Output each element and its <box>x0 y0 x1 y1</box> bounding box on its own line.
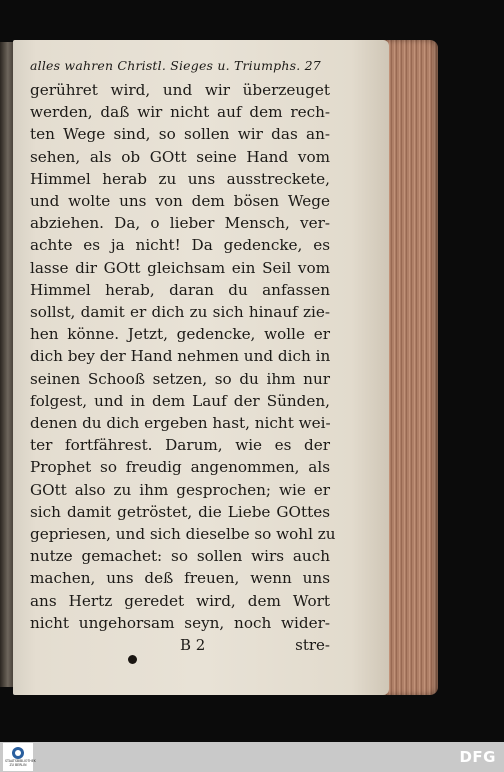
text-line: gepriesen, und sich dieselbe so wohl zu <box>30 525 336 544</box>
library-logo-icon <box>12 747 24 759</box>
text-line: denen du dich ergeben hast, nicht wei- <box>30 414 331 433</box>
text-line: dich bey der Hand nehmen und dich in <box>30 347 331 366</box>
library-logo[interactable] <box>3 743 36 771</box>
text-line: Himmel herab zu uns ausstreckete, <box>30 169 330 188</box>
text-line: abziehen. Da, o lieber Mensch, ver- <box>30 214 330 233</box>
text-line: gerühret wird, und wir überzeuget <box>30 81 330 99</box>
text-line: machen, uns deß freuen, wenn uns <box>30 569 330 588</box>
text-line: sich damit getröstet, die Liebe GOttes <box>30 502 330 521</box>
text-line: sollst, damit er dich zu sich hinauf zie- <box>30 303 330 322</box>
signature-mark: B 2 <box>180 636 206 655</box>
text-line: sehen, als ob GOtt seine Hand vom <box>30 147 330 166</box>
text-line: ans Hertz geredet wird, dem Wort <box>30 591 330 610</box>
ink-blot <box>128 655 137 664</box>
text-line: Prophet so freudig angenommen, als <box>30 458 330 477</box>
text-line: GOtt also zu ihm gesprochen; wie er <box>30 480 330 499</box>
text-line: hen könne. Jetzt, gedencke, wolle er <box>30 325 330 344</box>
text-line: und wolte uns von dem bösen Wege <box>30 192 330 211</box>
dfg-logo[interactable]: DFG <box>459 748 496 766</box>
text-line: werden, daß wir nicht auf dem rech- <box>30 103 330 122</box>
viewer-bottom-bar <box>0 742 504 772</box>
text-line: nicht ungehorsam seyn, noch wider- <box>30 613 330 632</box>
running-head: alles wahren Christl. Sieges u. Triumphs. 27 <box>30 58 321 73</box>
text-line: folgest, und in dem Lauf der Sünden, <box>30 391 330 410</box>
page-footer <box>30 636 330 660</box>
text-line: ten Wege sind, so sollen wir das an- <box>30 125 330 144</box>
text-line: Himmel herab, daran du anfassen <box>30 280 330 299</box>
text-line: seinen Schooß setzen, so du ihm nur <box>30 369 330 388</box>
library-logo-text: STAATSBIBLIOTHEK ZU BERLIN <box>5 759 36 767</box>
text-line: ter fortfährest. Darum, wie es der <box>30 436 330 455</box>
left-page-edge <box>0 42 13 687</box>
text-line: nutze gemachet: so sollen wirs auch <box>30 547 330 566</box>
catchword: stre- <box>295 636 330 655</box>
page-text-block <box>30 58 336 660</box>
text-line: lasse dir GOtt gleichsam ein Seil vom <box>30 258 330 277</box>
text-line: achte es ja nicht! Da gedencke, es <box>30 236 330 255</box>
